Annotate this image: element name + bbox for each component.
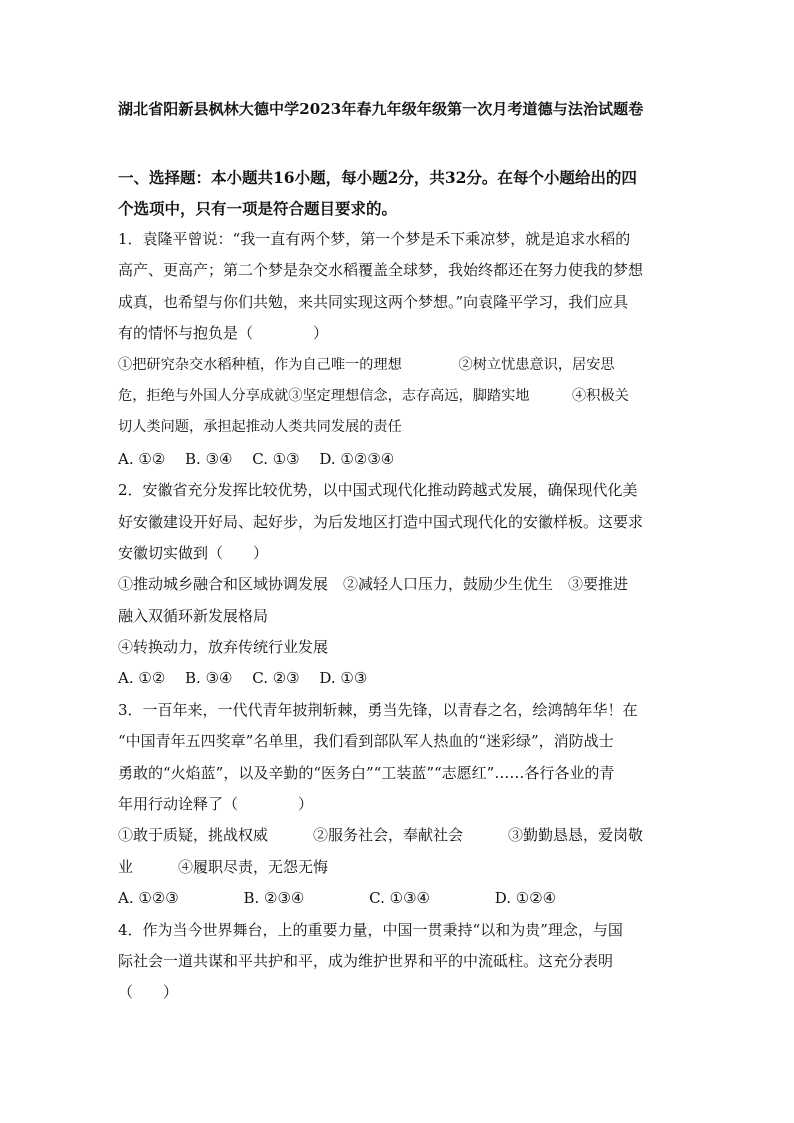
question-3-options: A. ①②③ B. ②③④ C. ①③④ D. ①②④	[118, 889, 557, 908]
question-4-stem-line-3: （ ）	[118, 983, 179, 1002]
section-heading	[118, 162, 678, 224]
question-3-stem-line-4: 年用行动诠释了（ ）	[118, 795, 314, 814]
question-3-stem-line-3: 勇敢的“火焰蓝”，以及辛勤的“医务白”“工装蓝”“志愿红”……各行各业的青	[118, 763, 615, 782]
section-heading-line-2: 个选项中，只有一项是符合题目要求的。	[118, 199, 398, 218]
question-4-stem-line-2: 际社会一道共谋和平共护和平，成为维护世界和平的中流砥柱。这充分表明	[118, 951, 614, 970]
question-1-statement-line-3: 切人类问题，承担起推动人类共同发展的责任	[118, 419, 402, 436]
question-1	[118, 224, 680, 475]
question-3	[118, 695, 680, 915]
question-1-options: A. ①② B. ③④ C. ①③ D. ①②③④	[118, 449, 395, 468]
question-2-stem-line-3: 安徽切实做到（ ）	[118, 543, 269, 562]
question-1-stem-line-3: 成真，也希望与你们共勉，来共同实现这两个梦想。”向袁隆平学习，我们应具	[118, 292, 629, 311]
question-2-statement-line-1: ①推动城乡融合和区域协调发展 ②减轻人口压力，鼓励少生优生 ③要推进	[118, 575, 629, 594]
question-1-statement-line-1: ①把研究杂交水稻种植，作为自己唯一的理想 ②树立忧患意识，居安思	[118, 356, 615, 373]
question-3-statement-line-2: 业 ④履职尽责，无怨无悔	[118, 857, 329, 876]
question-2-stem-line-1: 2．安徽省充分发挥比较优势，以中国式现代化推动跨越式发展，确保现代化美	[118, 481, 638, 500]
question-2-statement-line-2: 融入双循环新发展格局	[118, 606, 269, 625]
question-1-stem-line-2: 高产、更高产；第二个梦是杂交水稻覆盖全球梦，我始终都还在努力使我的梦想	[118, 261, 644, 280]
question-2-stem-line-2: 好安徽建设开好局、起好步，为后发地区打造中国式现代化的安徽样板。这要求	[118, 512, 644, 531]
question-3-stem-line-1: 3．一百年来，一代代青年披荆斩棘，勇当先锋，以青春之名，绘鸿鹄年华！在	[118, 700, 638, 719]
question-2	[118, 475, 680, 695]
question-2-options: A. ①② B. ③④ C. ②③ D. ①③	[118, 669, 368, 688]
section-heading-line-1: 一、选择题：本小题共16小题，每小题2分，共32分。在每个小题给出的四	[118, 168, 637, 187]
question-3-stem-line-2: “中国青年五四奖章”名单里，我们看到部队军人热血的“迷彩绿”，消防战士	[118, 732, 614, 751]
question-1-statement-line-2: 危，拒绝与外国人分享成就③坚定理想信念，志存高远，脚踏实地 ④积极关	[118, 387, 629, 404]
question-1-stem-line-4: 有的情怀与抱负是（ ）	[118, 324, 329, 343]
questions-body	[118, 224, 680, 1009]
question-3-statement-line-1: ①敢于质疑，挑战权威 ②服务社会，奉献社会 ③勤勤恳恳，爱岗敬	[118, 826, 644, 845]
question-2-statement-line-3: ④转换动力，放弃传统行业发展	[118, 638, 329, 657]
question-4-stem-line-1: 4．作为当今世界舞台，上的重要力量，中国一贯秉持“以和为贵”理念，与国	[118, 920, 623, 939]
exam-title: 湖北省阳新县枫林大德中学2023年春九年级年级第一次月考道德与法治试题卷	[118, 100, 644, 118]
question-1-stem-line-1: 1．袁隆平曾说：“我一直有两个梦，第一个梦是禾下乘凉梦，就是追求水稻的	[118, 230, 631, 248]
question-4	[118, 915, 680, 1009]
